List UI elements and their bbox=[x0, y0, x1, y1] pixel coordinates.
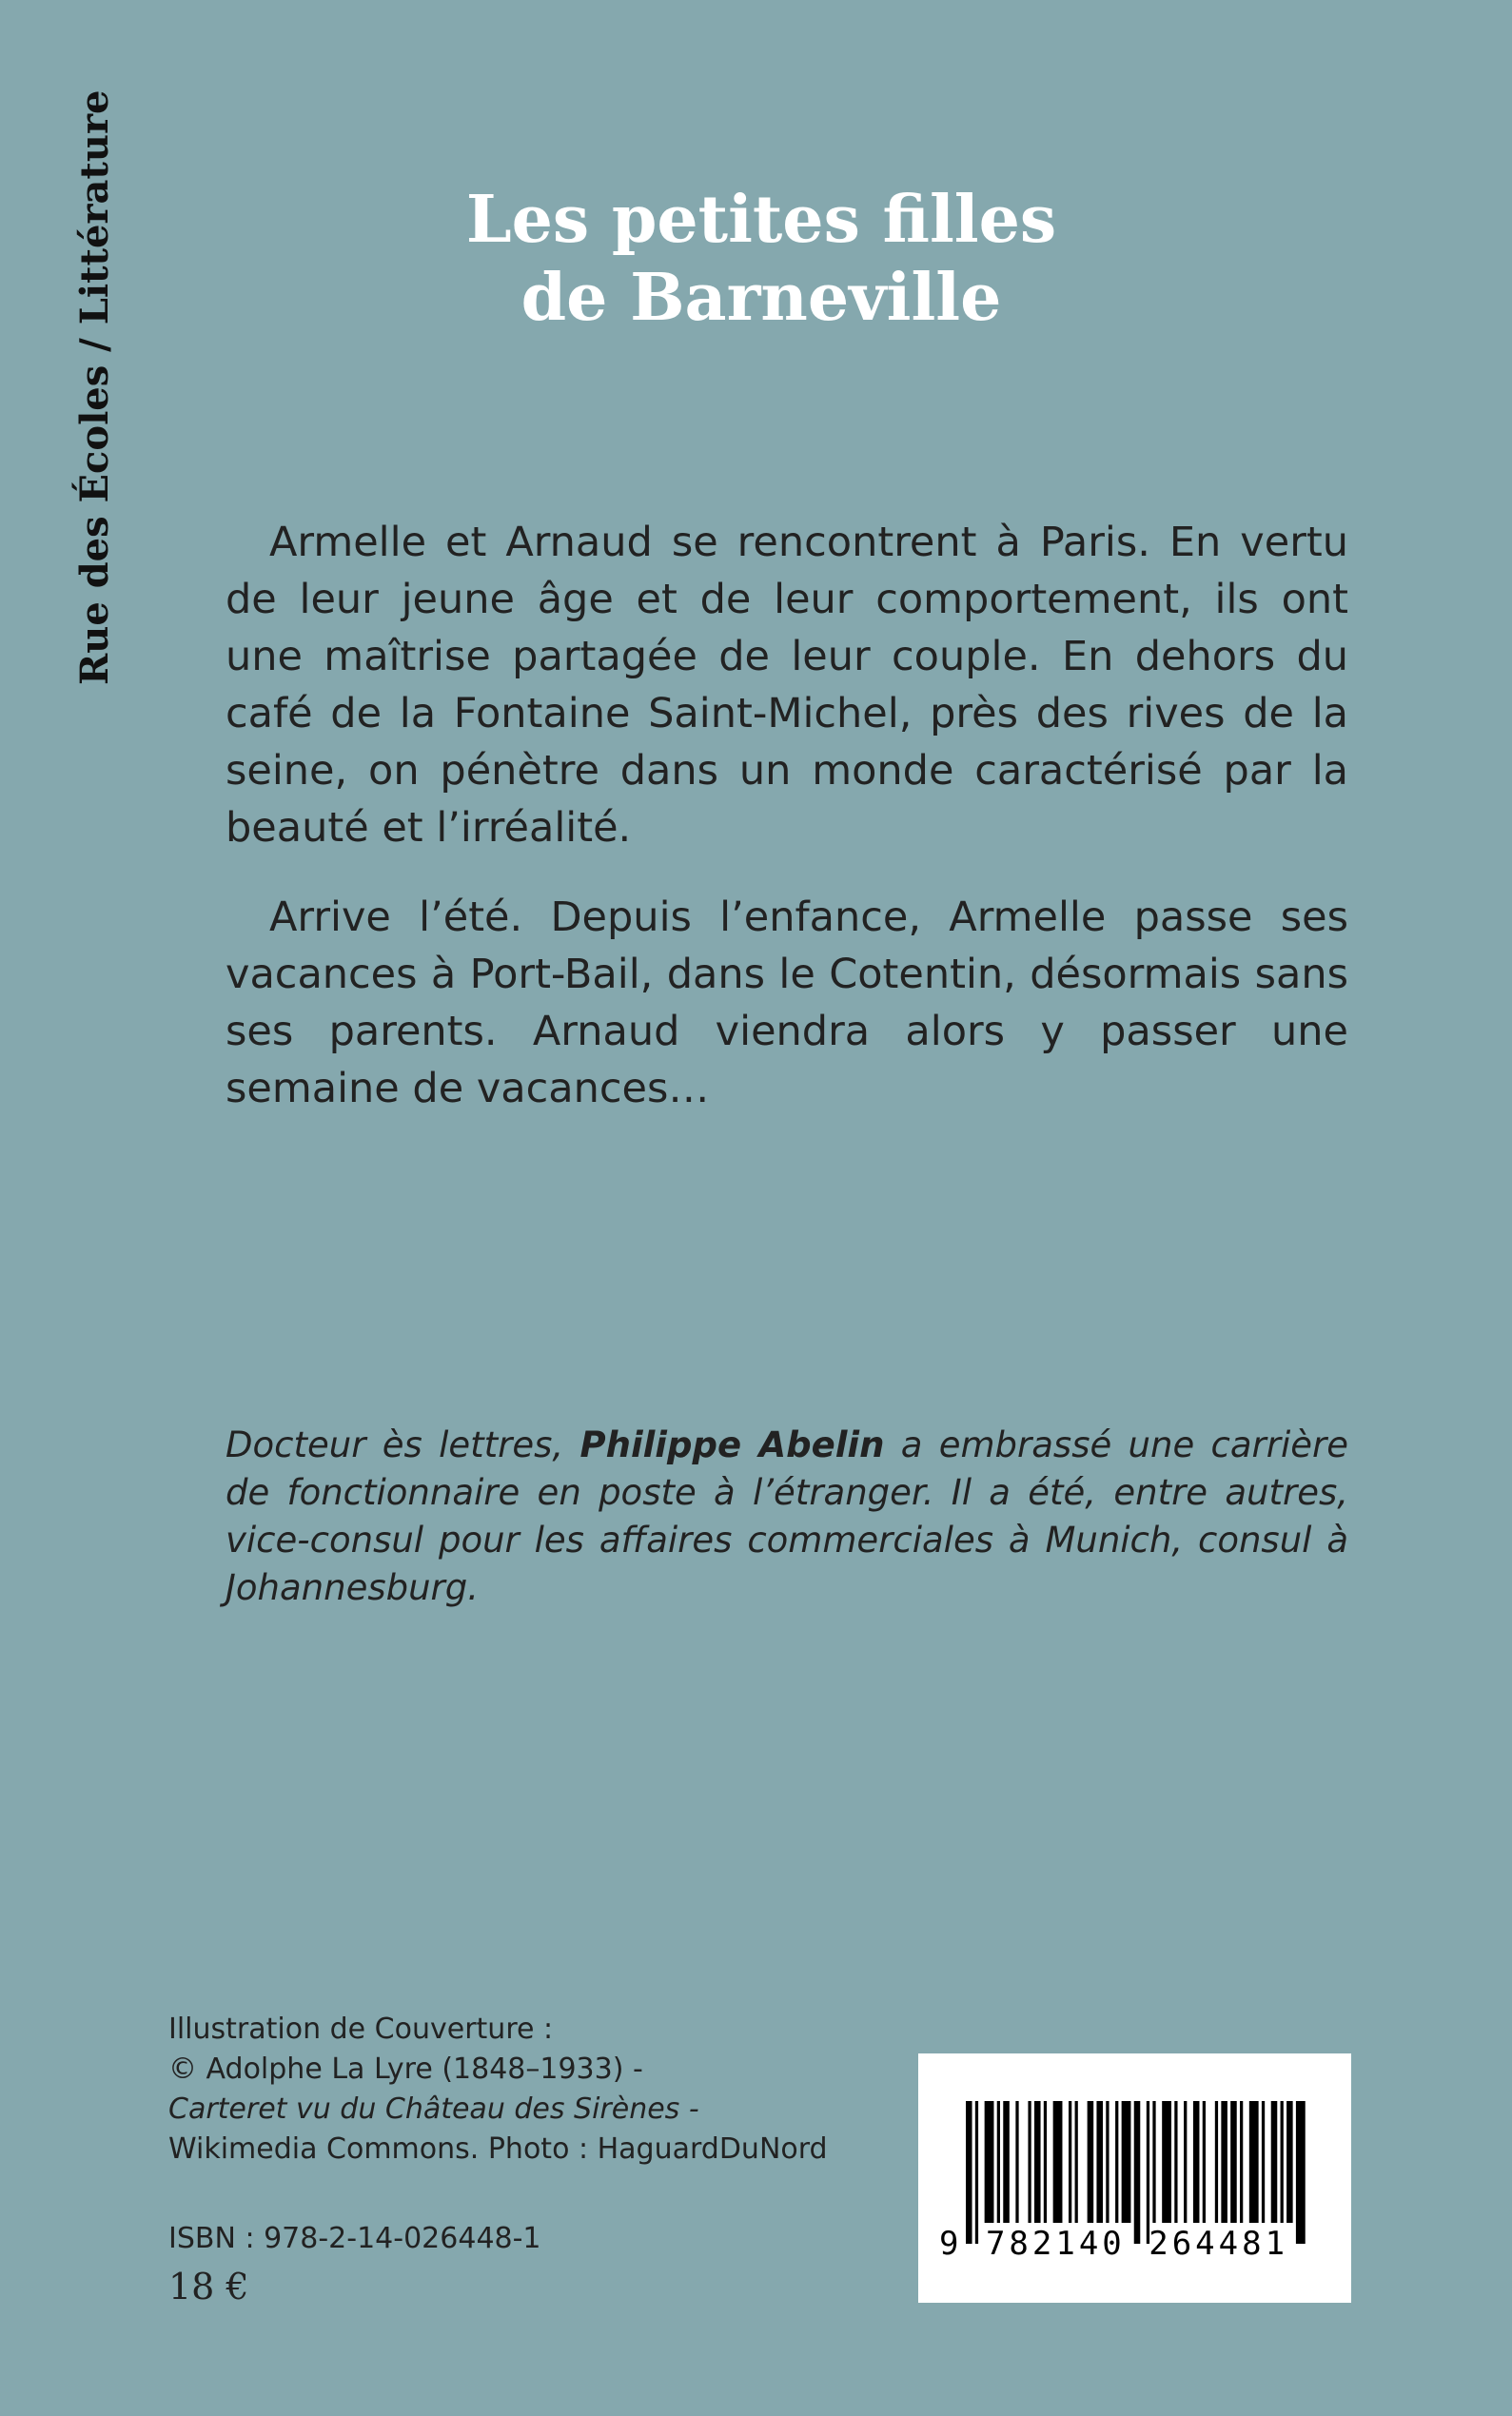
barcode-bar bbox=[1134, 2101, 1141, 2244]
barcode-bar bbox=[985, 2101, 994, 2223]
barcode-bar bbox=[1034, 2101, 1041, 2223]
barcode-bar bbox=[1249, 2101, 1259, 2223]
barcode-bar bbox=[966, 2101, 972, 2244]
barcode-bar bbox=[1286, 2101, 1293, 2223]
barcode-bar bbox=[1271, 2101, 1278, 2223]
barcode-bar bbox=[1147, 2101, 1149, 2244]
author-name: Philippe Abelin bbox=[579, 1424, 885, 1465]
author-bio bbox=[226, 1422, 1348, 1612]
book-title-line-1: Les petites filles bbox=[465, 182, 1057, 258]
credits-line-4: Wikimedia Commons. Photo : HaguardDuNord bbox=[168, 2132, 828, 2166]
barcode-digits: 9 782140 264481 bbox=[939, 2225, 1289, 2263]
bio-details: a embrassé une carrière de fonctionnaire en poste à l’étranger. Il a été, entre autres, vice-consul pour les affaires commerciales à Munich, consul à Johannesburg. bbox=[226, 1424, 1348, 1608]
isbn-text: ISBN : 978-2-14-026448-1 bbox=[168, 2222, 541, 2255]
barcode-bar bbox=[1262, 2101, 1265, 2223]
barcode-bar bbox=[1053, 2101, 1063, 2223]
barcode-bar bbox=[1230, 2101, 1237, 2223]
barcode-bar bbox=[1122, 2101, 1131, 2223]
book-summary bbox=[226, 514, 1348, 1149]
barcode-bar bbox=[1215, 2101, 1218, 2223]
price-text: 18 € bbox=[168, 2266, 249, 2308]
spine-collection-label: Rue des Écoles / Littérature bbox=[72, 89, 117, 685]
barcode-bar bbox=[1096, 2101, 1103, 2223]
barcode-bar bbox=[1296, 2101, 1306, 2244]
barcode-bar bbox=[1115, 2101, 1118, 2223]
illustration-credits bbox=[168, 2010, 892, 2170]
barcode-bar bbox=[1015, 2101, 1018, 2223]
barcode-bar bbox=[1184, 2101, 1187, 2223]
barcode-bar bbox=[1106, 2101, 1109, 2223]
barcode-bar bbox=[1003, 2101, 1010, 2223]
book-title-line-2: de Barneville bbox=[520, 260, 1002, 336]
barcode-bar bbox=[1240, 2101, 1243, 2223]
barcode-bar bbox=[1174, 2101, 1177, 2223]
barcode-icon bbox=[966, 2101, 1308, 2244]
barcode-bar bbox=[1044, 2101, 1047, 2223]
barcode-bar bbox=[1193, 2101, 1200, 2223]
credits-line-1: Illustration de Couverture : bbox=[168, 2013, 554, 2046]
barcode-bar bbox=[1069, 2101, 1071, 2223]
credits-line-2: © Adolphe La Lyre (1848–1933) - bbox=[168, 2053, 643, 2086]
summary-paragraph-2: Arrive l’été. Depuis l’enfance, Armelle passe ses vacances à Port-Bail, dans le Cotentin, désormais sans ses parents. Arnaud viendra alors y passer une semaine de vacances… bbox=[226, 894, 1348, 1112]
book-title bbox=[362, 181, 1161, 337]
barcode-bar bbox=[1088, 2101, 1094, 2223]
barcode-bar bbox=[1281, 2101, 1284, 2223]
barcode-bar bbox=[1075, 2101, 1078, 2223]
barcode-bar bbox=[1152, 2101, 1155, 2223]
summary-paragraph-1: Armelle et Arnaud se rencontrent à Paris. En vertu de leur jeune âge et de leur comportement, ils ont une maîtrise partagée de leur couple. En dehors du café de la Fontaine Saint-Michel, près des rives de la seine, on pénètre dans un monde caractérisé par la beauté et l’irréalité. bbox=[226, 519, 1348, 852]
barcode-bar bbox=[1162, 2101, 1171, 2223]
credits-line-3: Carteret vu du Château des Sirènes - bbox=[168, 2092, 699, 2126]
bio-intro: Docteur ès lettres, bbox=[226, 1424, 580, 1465]
barcode-bar bbox=[1028, 2101, 1031, 2223]
barcode-panel bbox=[918, 2053, 1351, 2303]
barcode-bar bbox=[1203, 2101, 1206, 2223]
barcode-bar bbox=[997, 2101, 1000, 2223]
barcode-bar bbox=[975, 2101, 978, 2244]
barcode-bar bbox=[1221, 2101, 1227, 2223]
